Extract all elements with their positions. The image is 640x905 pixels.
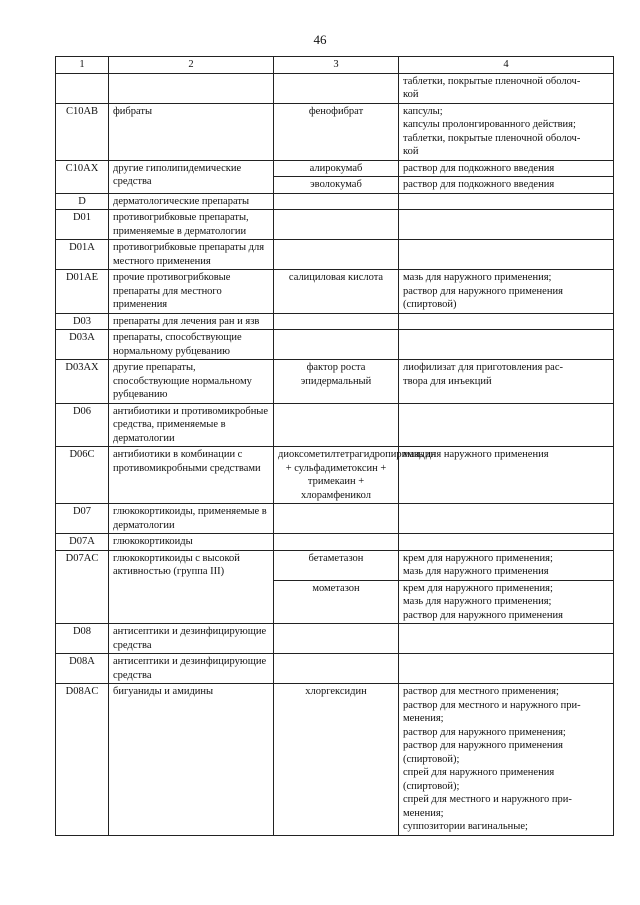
table-row — [56, 684, 614, 836]
table-row — [56, 240, 614, 270]
group-name: глюкокортикоиды, применяемые в дерматологии — [109, 504, 274, 534]
column-header: 1 — [56, 57, 109, 74]
dosage-form-line: твора для инъекций — [403, 375, 492, 387]
group-name: препараты для лечения ран и язв — [109, 313, 274, 330]
dosage-form-line: лиофилизат для приготовления рас- — [403, 362, 564, 373]
dosage-forms — [399, 240, 614, 270]
inn-name — [274, 504, 399, 534]
column-header: 3 — [274, 57, 399, 74]
dosage-forms — [399, 103, 614, 160]
group-name: препараты, способствующие нормальному рубцеванию — [109, 330, 274, 360]
table-row — [56, 210, 614, 240]
table-row — [56, 270, 614, 314]
atc-code: D07 — [56, 504, 109, 534]
inn-name: бетаметазон — [274, 550, 399, 580]
dosage-forms — [399, 580, 614, 624]
inn-name: фенофибрат — [274, 103, 399, 160]
atc-code: D06C — [56, 447, 109, 504]
dosage-form-line: крем для наружного применения; — [403, 552, 553, 564]
dosage-form-line: (спиртовой) — [403, 299, 457, 310]
table-row — [56, 534, 614, 551]
dosage-form-line: раствор для местного и наружного при- — [403, 699, 581, 711]
inn-name — [274, 240, 399, 270]
table-row — [56, 330, 614, 360]
dosage-form-line: спрей для наружного применения — [403, 767, 555, 778]
inn-name — [274, 330, 399, 360]
group-name: глюкокортикоиды с высокой активностью (группа III) — [109, 550, 274, 624]
group-name: другие препараты, способствующие нормальному рубцеванию — [109, 360, 274, 404]
atc-code: D07AC — [56, 550, 109, 624]
atc-code: D01AE — [56, 270, 109, 314]
dosage-forms — [399, 177, 614, 194]
group-name: противогрибковые препараты для местного применения — [109, 240, 274, 270]
atc-code: D07A — [56, 534, 109, 551]
atc-code: C10AX — [56, 160, 109, 193]
column-header: 4 — [399, 57, 614, 74]
table-row — [56, 447, 614, 504]
group-name: антибиотики в комбинации с противомикробными средствами — [109, 447, 274, 504]
dosage-form-line: таблетки, покрытые пленочной оболоч- — [403, 132, 581, 144]
table-row — [56, 73, 614, 103]
dosage-form-line: (спиртовой); — [403, 753, 460, 765]
group-name: антибиотики и противомикробные средства, применяемые в дерматологии — [109, 403, 274, 447]
inn-name: алирокумаб — [274, 160, 399, 177]
inn-name — [274, 403, 399, 447]
dosage-forms — [399, 270, 614, 314]
dosage-form-line: кой — [403, 89, 419, 100]
dosage-form-line: крем для наружного применения; — [403, 582, 553, 594]
atc-code: D03 — [56, 313, 109, 330]
dosage-forms — [399, 550, 614, 580]
atc-code: D03AX — [56, 360, 109, 404]
dosage-form-line: раствор для подкожного введения — [403, 162, 555, 174]
atc-code: D06 — [56, 403, 109, 447]
dosage-form-line: спрей для местного и наружного при- — [403, 794, 572, 805]
atc-code: D — [56, 193, 109, 210]
inn-name — [274, 313, 399, 330]
table-row — [56, 313, 614, 330]
dosage-forms — [399, 210, 614, 240]
inn-name: салициловая кислота — [274, 270, 399, 314]
table-row — [56, 160, 614, 177]
atc-code: C10AB — [56, 103, 109, 160]
group-name: фибраты — [109, 103, 274, 160]
table-row — [56, 654, 614, 684]
atc-code: D01A — [56, 240, 109, 270]
dosage-form-line: раствор для подкожного введения — [403, 179, 555, 190]
dosage-forms — [399, 73, 614, 103]
dosage-forms — [399, 504, 614, 534]
inn-name — [274, 210, 399, 240]
inn-name: фактор роста эпидермальный — [274, 360, 399, 404]
inn-name — [274, 624, 399, 654]
dosage-form-line: мазь для наружного применения — [403, 449, 549, 460]
dosage-form-line: раствор для наружного применения — [403, 285, 563, 297]
dosage-forms — [399, 403, 614, 447]
group-name — [109, 73, 274, 103]
page-number: 46 — [313, 32, 327, 47]
inn-name — [274, 654, 399, 684]
atc-code — [56, 73, 109, 103]
dosage-form-line: капсулы пролонгированного действия; — [403, 119, 576, 130]
table-row — [56, 504, 614, 534]
table-row — [56, 624, 614, 654]
dosage-form-line: менения; — [403, 807, 444, 819]
inn-name: эволокумаб — [274, 177, 399, 194]
dosage-forms — [399, 624, 614, 654]
drug-table — [55, 56, 614, 836]
table-row — [56, 360, 614, 404]
inn-name: диоксометилтетрагидропиримидин + сульфадиметоксин + тримекаин + хлорамфеникол — [274, 447, 399, 504]
atc-code: D08AC — [56, 684, 109, 836]
dosage-form-line: раствор для наружного применения — [403, 740, 563, 751]
dosage-forms — [399, 313, 614, 330]
dosage-forms — [399, 360, 614, 404]
dosage-form-line: мазь для наружного применения; — [403, 272, 552, 283]
dosage-form-line: суппозитории вагинальные; — [403, 821, 528, 832]
group-name: другие гиполипидемические средства — [109, 160, 274, 193]
dosage-forms — [399, 193, 614, 210]
dosage-form-line: мазь для наружного применения; — [403, 596, 552, 607]
dosage-form-line: раствор для местного применения; — [403, 686, 559, 697]
dosage-forms — [399, 447, 614, 504]
inn-name — [274, 73, 399, 103]
inn-name: хлоргексидин — [274, 684, 399, 836]
group-name: глюкокортикоиды — [109, 534, 274, 551]
group-name: антисептики и дезинфицирующие средства — [109, 654, 274, 684]
table-row — [56, 550, 614, 580]
atc-code: D08 — [56, 624, 109, 654]
group-name: антисептики и дезинфицирующие средства — [109, 624, 274, 654]
dosage-form-line: кой — [403, 146, 419, 157]
dosage-form-line: мазь для наружного применения — [403, 566, 549, 577]
inn-name — [274, 193, 399, 210]
dosage-form-line: раствор для наружного применения; — [403, 726, 566, 738]
atc-code: D08A — [56, 654, 109, 684]
table-row — [56, 403, 614, 447]
dosage-forms — [399, 684, 614, 836]
dosage-form-line: (спиртовой); — [403, 780, 460, 792]
table-row — [56, 193, 614, 210]
inn-name — [274, 534, 399, 551]
dosage-forms — [399, 160, 614, 177]
table-row — [56, 103, 614, 160]
dosage-forms — [399, 330, 614, 360]
group-name: бигуаниды и амидины — [109, 684, 274, 836]
table-body — [56, 73, 614, 835]
group-name: противогрибковые препараты, применяемые в дерматологии — [109, 210, 274, 240]
inn-name: мометазон — [274, 580, 399, 624]
dosage-forms — [399, 534, 614, 551]
group-name: дерматологические препараты — [109, 193, 274, 210]
dosage-form-line: менения; — [403, 713, 444, 724]
dosage-form-line: раствор для наружного применения — [403, 609, 563, 621]
column-header: 2 — [109, 57, 274, 74]
atc-code: D03A — [56, 330, 109, 360]
dosage-forms — [399, 654, 614, 684]
header-row — [56, 57, 614, 74]
dosage-form-line: таблетки, покрытые пленочной оболоч- — [403, 75, 581, 87]
dosage-form-line: капсулы; — [403, 105, 443, 117]
group-name: прочие противогрибковые препараты для местного применения — [109, 270, 274, 314]
atc-code: D01 — [56, 210, 109, 240]
